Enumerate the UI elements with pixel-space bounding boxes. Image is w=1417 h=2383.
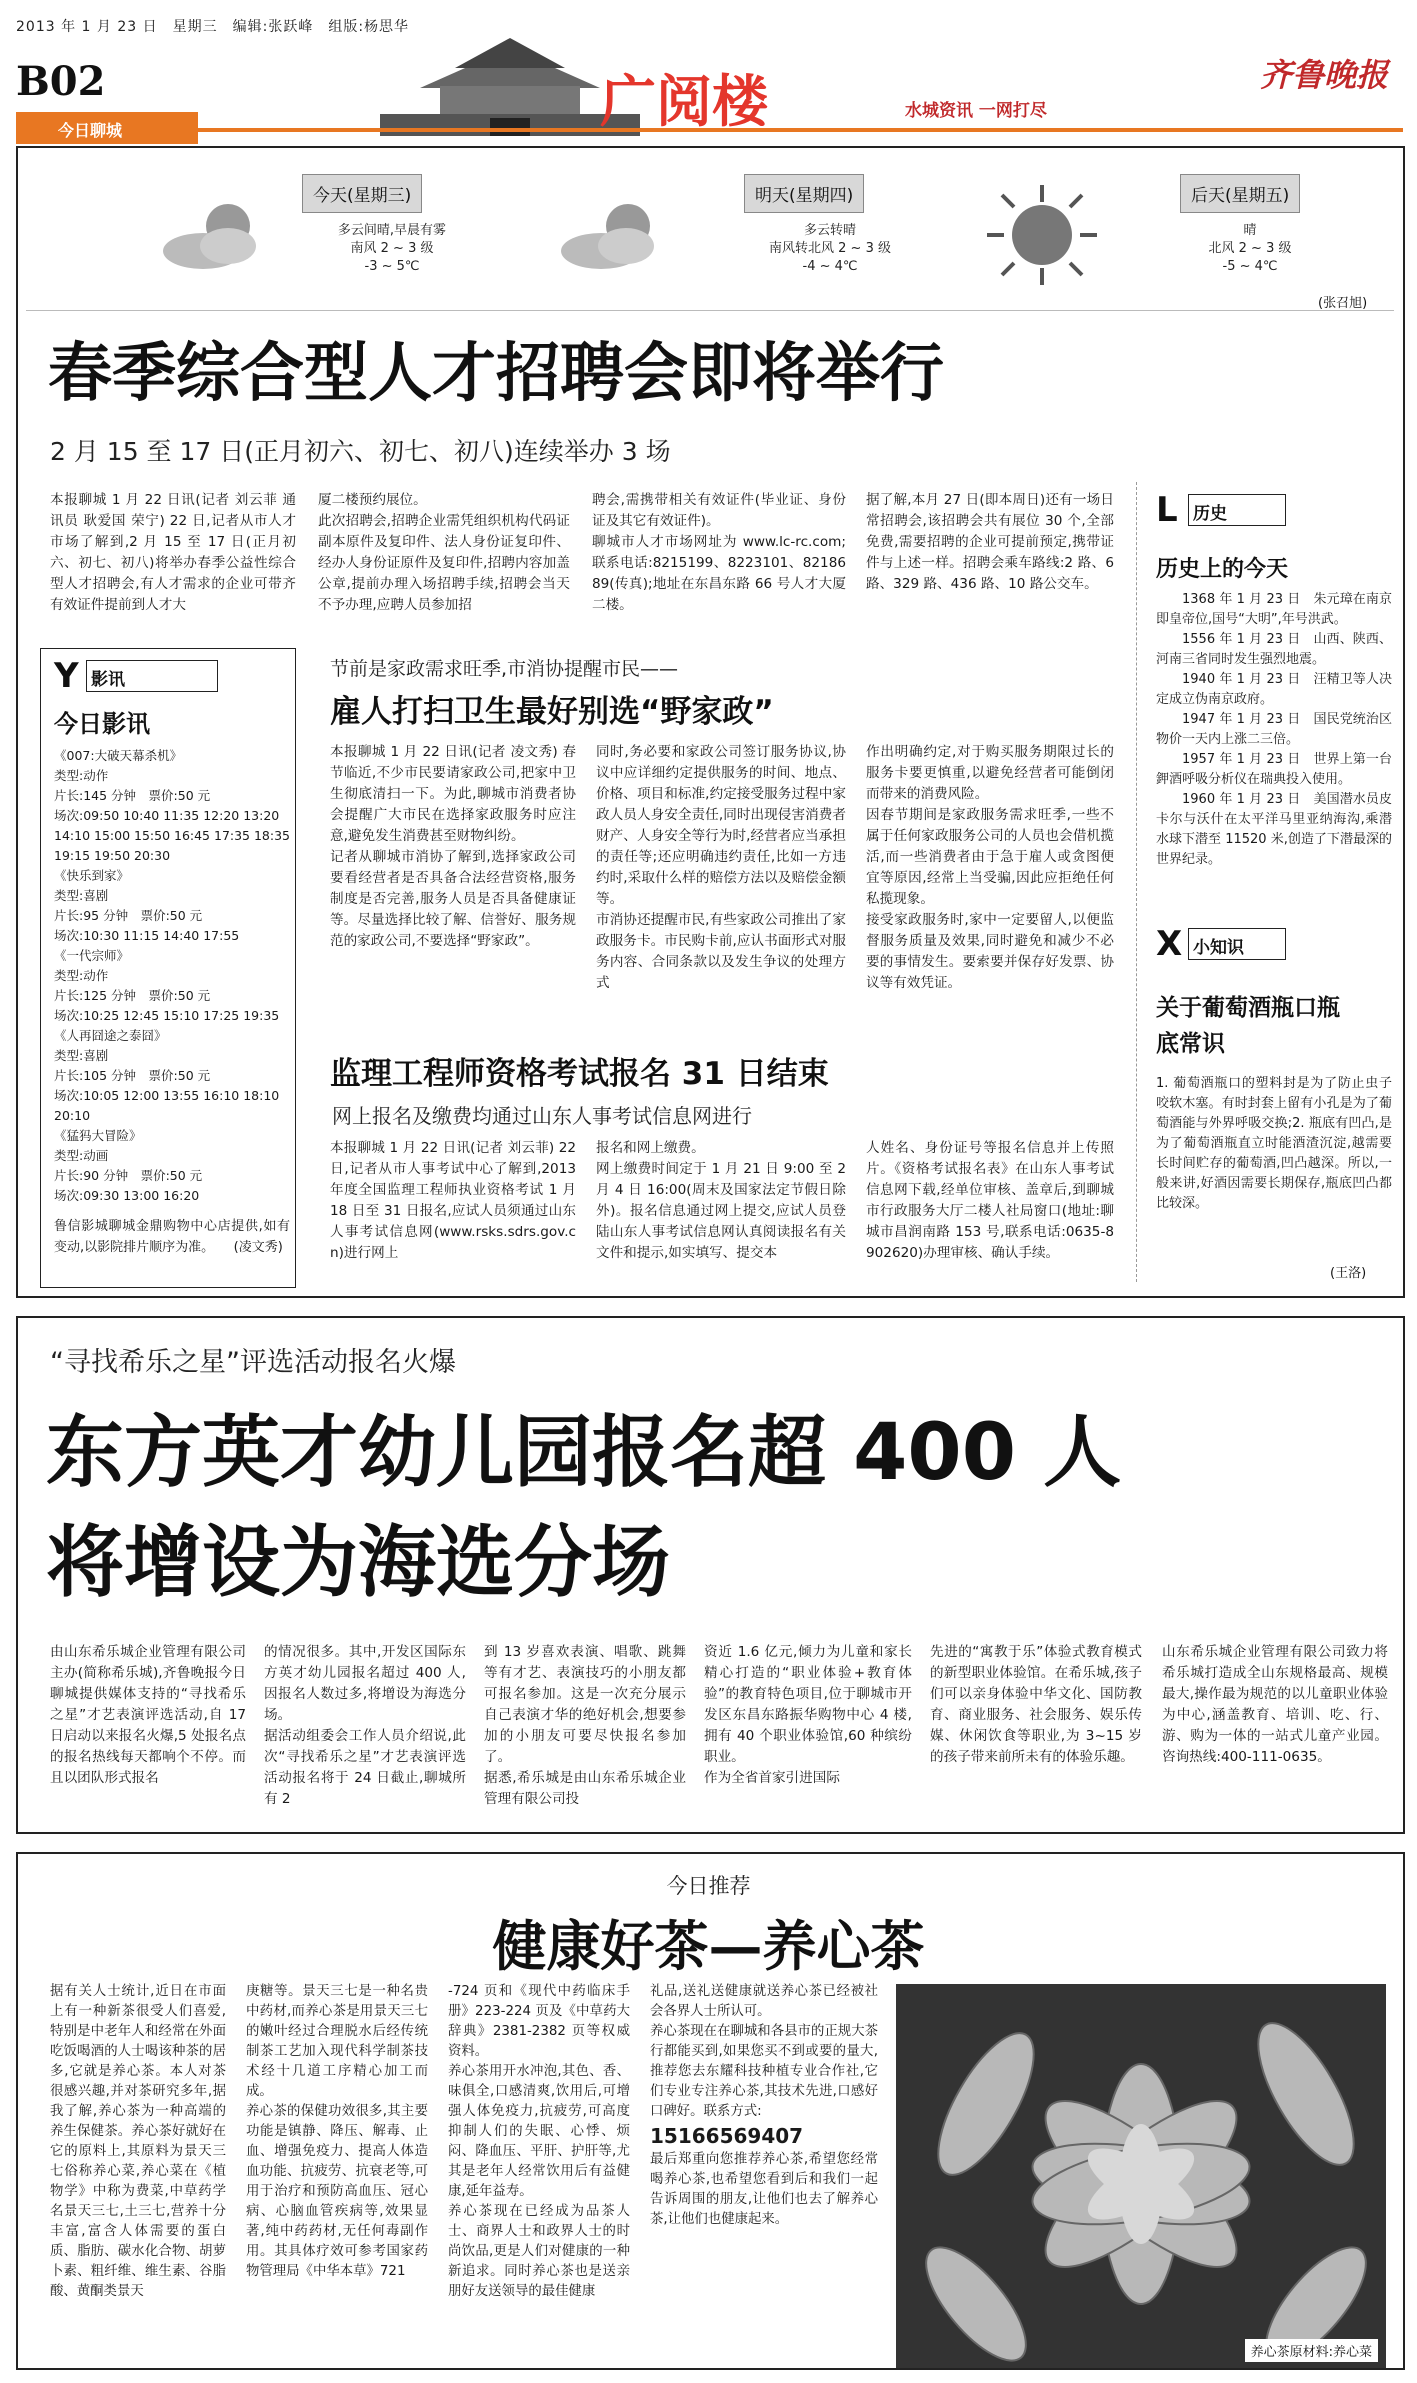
- film-line: 片长:90 分钟 票价:50 元: [54, 1168, 203, 1183]
- film-line: 片长:125 分钟 票价:50 元: [54, 988, 211, 1003]
- issue-meta: 2013 年 1 月 23 日 星期三 编辑:张跃峰 组版:杨思华: [16, 19, 410, 35]
- film-line: 片长:105 分钟 票价:50 元: [54, 1068, 211, 1083]
- film-line: 《猛犸大冒险》: [54, 1128, 142, 1143]
- engineer-headline: 监理工程师资格考试报名 31 日结束: [330, 1056, 829, 1092]
- plant-leaves-illustration: [896, 1984, 1386, 2368]
- film-line: 片长:95 分钟 票价:50 元: [54, 908, 203, 923]
- tea-col-3: -724 页和《现代中药临床手册》223-224 页及《中草药大辞典》2381-2382 页等权威资料。 养心茶用开水冲泡,其色、香、味俱全,口感清爽,饮用后,可增强人体免疫力,抗疲劳,可高度抑制人们的失眠、心悸、烦闷、降血压、平肝、护肝等,尤其是老年人经常饮用后有益健康,延年益寿。 养心茶现在已经成为品茶人士、商界人士和政界人士的时尚饮品,更是人们对健康的一种新追求。同时养心茶也是送亲朋好友送领导的最佳健康: [448, 1984, 630, 2299]
- history-section-head: L 历史: [1156, 490, 1286, 530]
- film-line: 片长:145 分钟 票价:50 元: [54, 788, 211, 803]
- kids-headline-1: 东方英才幼儿园报名超 400 人: [46, 1408, 1122, 1498]
- kids-col-1: 由山东希乐城企业管理有限公司主办(简称希乐城),齐鲁晚报今日聊城提供媒体支持的“寻找希乐之星”才艺表演评选活动,自 17 日启动以来报名火爆,5 处报名点的报名热线每天都响个不停。而且以团队形式报名: [50, 1644, 246, 1786]
- lead-col-2: 厦二楼预约展位。 此次招聘会,招聘企业需凭组织机构代码证副本原件及复印件、法人身份证复印件、经办人身份证原件及复印件,招聘内容加盖公章,提前办理入场招聘手续,招聘会当天不予办理,应聘人员参加招: [318, 492, 570, 613]
- film-line: 类型:动作: [54, 768, 109, 783]
- kids-col-3: 到 13 岁喜欢表演、唱歌、跳舞等有才艺、表演技巧的小朋友都可报名参加。这是一次充分展示自己表演才华的绝好机会,想要参加的小朋友可要尽快报名参加了。 据悉,希乐城是由山东希乐城企业管理有限公司投: [484, 1644, 686, 1807]
- lead-col-3: 聘会,需携带相关有效证件(毕业证、身份证及其它有效证件)。 聊城市人才市场网址为 www.lc-rc.com;联系电话:8215199、8223101、8218689(传真);地址在东昌东路 66 号人才大厦二楼。: [592, 492, 846, 613]
- history-item: 1556 年 1 月 23 日 山西、陕西、河南三省同时发生强烈地震。: [1156, 632, 1392, 667]
- housekeeping-col-1: 本报聊城 1 月 22 日讯(记者 凌文秀) 春节临近,不少市民要请家政公司,把家中卫生彻底清扫一下。为此,聊城市消费者协会提醒广大市民在选择家政服务时应注意,避免发生消费甚至财物纠纷。 记者从聊城市消协了解到,选择家政公司要看经营者是否具备合法经营资格,服务制度是否完善,服务人员是否具备健康证等。尽量选择比较了解、信誉好、服务规范的家政公司,不要选择“野家政”。: [330, 744, 576, 949]
- film-line: 《一代宗师》: [54, 948, 130, 963]
- weather-credit: (张召旭): [1318, 296, 1368, 311]
- film-line: 场次:10:25 12:45 15:10 17:25 19:35: [54, 1008, 280, 1023]
- photo-caption: 养心茶原材料:养心菜: [1245, 2339, 1378, 2362]
- engineer-col-3: 人姓名、身份证号等报名信息并上传照片。《资格考试报名表》在山东人事考试信息网下载,经单位审核、盖章后,到聊城市行政服务大厅二楼人社局窗口(地址:聊城市昌润南路 153 号,联系电话:0635-8902620)办理审核、确认手续。: [866, 1140, 1114, 1261]
- lead-subhead: 2 月 15 至 17 日(正月初六、初七、初八)连续举办 3 场: [50, 437, 671, 466]
- weather-day-today: 今天(星期三): [302, 174, 422, 213]
- header-rule: [198, 128, 1403, 132]
- weather-today-text: 多云间晴,早晨有雾 南风 2 ~ 3 级 -3 ~ 5℃: [337, 223, 447, 274]
- film-line: 场次:09:30 13:00 16:20: [54, 1188, 200, 1203]
- engineer-subhead: 网上报名及缴费均通过山东人事考试信息网进行: [332, 1104, 752, 1128]
- film-note: 鲁信影城聊城金鼎购物中心店提供,如有变动,以影院排片顺序为准。 (凌文秀): [54, 1219, 290, 1255]
- tip-section-head: X 小知识: [1156, 924, 1286, 964]
- weather-day-tomorrow: 明天(星期四): [744, 174, 864, 213]
- tea-col-2: 庚糖等。景天三七是一种名贵中药材,而养心茶是用景天三七的嫩叶经过合理脱水后经传统制茶工艺加入现代科学制茶技术经十几道工序精心加工而成。 养心茶的保健功效很多,其主要功能是镇静、降压、解毒、止血、增强免疫力、提高人体造血功能、抗疲劳、抗衰老等,可用于治疗和预防高血压、冠心病、心脑血管疾病等,效果显著,纯中药药材,无任何毒副作用。其具体疗效可参考国家药物管理局《中华本草》721: [246, 1984, 428, 2279]
- history-list: [1156, 590, 1392, 910]
- history-item: 1947 年 1 月 23 日 国民党统治区物价一天内上涨二三倍。: [1156, 712, 1392, 747]
- film-line: 《人再囧途之泰囧》: [54, 1028, 167, 1043]
- weather-after-text: 晴 北风 2 ~ 3 级 -5 ~ 4℃: [1208, 223, 1292, 274]
- slogan: 水城资讯 一网打尽: [905, 101, 1047, 121]
- weather-tomorrow-text: 多云转晴 南风转北风 2 ~ 3 级 -4 ~ 4℃: [769, 223, 891, 274]
- film-line: 类型:喜剧: [54, 1048, 109, 1063]
- film-line: 场次:10:05 12:00 13:55 16:10 18:10: [54, 1088, 280, 1103]
- tea-col-1: 据有关人士统计,近日在市面上有一种新茶很受人们喜爱,特别是中老年人和经常在外面吃饭喝酒的人士喝该种茶的居多,它就是养心茶。本人对茶很感兴趣,并对茶研究多年,据我了解,养心茶为一种高端的养生保健茶。养心茶好就好在它的原料上,其原料为景天三七俗称养心菜,养心菜在《植物学》中称为费菜,中草药学名景天三七,土三七,营养十分丰富,富含人体需要的蛋白质、脂肪、碳水化合物、胡萝卜素、粗纤维、维生素、谷脂酸、黄酮类景天: [50, 1984, 226, 2299]
- tea-plant-photo: [896, 1984, 1386, 2368]
- kids-col-5: 先进的“寓教于乐”体验式教育模式的新型职业体验馆。在希乐城,孩子们可以亲身体验中华文化、国防教育、商业服务、社会服务、娱乐传媒、休闲饮食等职业,为 3~15 岁的孩子带来前所未有的体验乐趣。: [930, 1644, 1142, 1765]
- film-line: 场次:09:50 10:40 11:35 12:20 13:20: [54, 808, 280, 823]
- engineer-col-1: 本报聊城 1 月 22 日讯(记者 刘云菲) 22 日,记者从市人事考试中心了解到,2013 年度全国监理工程师执业资格考试 1 月 18 日至 31 日报名,应试人员须通过山东人事考试信息网(www.rsks.sdrs.gov.cn)进行网上: [330, 1140, 576, 1261]
- housekeeping-col-3: 作出明确约定,对于购买服务期限过长的服务卡要更慎重,以避免经营者可能倒闭而带来的消费风险。 因春节期间是家政服务需求旺季,一些不属于任何家政服务公司的人员也会借机揽活,而一些消费者由于急于雇人或贪图便宜等原因,经常上当受骗,因此应拒绝任何私揽现象。 接受家政服务时,家中一定要留人,以便监督服务质量及效果,同时避免和减少不必要的事情发生。要索要并保存好发票、协议等有效凭证。: [866, 744, 1114, 991]
- engineer-col-2: 报名和网上缴费。 网上缴费时间定于 1 月 21 日 9:00 至 2 月 4 日 16:00(周末及国家法定节假日除外)。报名信息通过网上提交,应试人员登陆山东人事考试信息网认真阅读报名有关文件和提示,如实填写、提交本: [596, 1140, 846, 1261]
- film-line: 《快乐到家》: [54, 868, 130, 883]
- paper-logo: 齐鲁晚报: [1260, 56, 1389, 94]
- page-title: 广阅楼: [600, 69, 768, 135]
- film-line: 类型:动画: [54, 1148, 109, 1163]
- tip-title: 关于葡萄酒瓶口瓶底常识: [1156, 995, 1340, 1057]
- history-title: 历史上的今天: [1156, 557, 1289, 582]
- sun-icon: [982, 180, 1102, 290]
- film-line: 20:10: [54, 1108, 91, 1123]
- tea-kicker: 今日推荐: [666, 1874, 751, 1898]
- history-item: 1960 年 1 月 23 日 美国潜水员皮卡尔与沃什在太平洋马里亚纳海沟,乘潜水球下潜至 11520 米,创造了下潜最深的世界纪录。: [1156, 792, 1392, 867]
- film-line: 场次:10:30 11:15 14:40 17:55: [54, 928, 240, 943]
- column-divider: [1136, 482, 1137, 1282]
- history-item: 1940 年 1 月 23 日 汪精卫等人决定成立伪南京政府。: [1156, 672, 1392, 707]
- tea-headline: 健康好茶—养心茶: [492, 1914, 925, 1978]
- section-tab: 今日聊城: [16, 112, 198, 144]
- film-line: 类型:喜剧: [54, 888, 109, 903]
- cloudy-sun-icon: [158, 196, 278, 276]
- housekeeping-kicker: 节前是家政需求旺季,市消协提醒市民——: [330, 658, 679, 680]
- film-line: 14:10 15:00 15:50 16:45 17:35 18:35: [54, 828, 290, 843]
- tip-credit: (王洛): [1330, 1266, 1367, 1281]
- tea-col-4: 礼品,送礼送健康就送养心茶已经被社会各界人士所认可。 养心茶现在在聊城和各县市的正规大茶行都能买到,如果您买不到或要的量大,推荐您去东耀科技种植专业合作社,它们专业专注养心茶,其技术先进,口感好口碑好。联系方式: 15166569407 最后郑重向您推荐养心茶,希望您经常喝养心茶,也希望您看到后和我们一起告诉周围的朋友,让他们也去了解养心茶,让他们也健康起来。: [650, 1984, 878, 2227]
- kids-headline-2: 将增设为海选分场: [46, 1518, 671, 1608]
- cloudy-sun-icon: [556, 196, 676, 276]
- kids-col-2: 的情况很多。其中,开发区国际东方英才幼儿园报名超过 400 人,因报名人数过多,将增设为海选分场。 据活动组委会工作人员介绍说,此次“寻找希乐之星”才艺表演评选活动报名将于 24 日截止,聊城所有 2: [264, 1644, 466, 1807]
- housekeeping-col-2: 同时,务必要和家政公司签订服务协议,协议中应详细约定提供服务的时间、地点、价格、项目和标准,约定接受服务过程中家政人员人身安全责任,同时出现侵害消费者财产、人身安全等行为时,经营者应当承担的责任等;还应明确违约责任,比如一方违约时,采取什么样的赔偿方法以及赔偿金额等。 市消协还提醒市民,有些家政公司推出了家政服务卡。市民购卡前,应认书面形式对服务内容、合同条款以及发生争议的处理方式: [596, 744, 846, 991]
- lead-headline: 春季综合型人才招聘会即将举行: [48, 337, 944, 411]
- kids-kicker: “寻找希乐之星”评选活动报名火爆: [50, 1347, 456, 1378]
- kids-col-4: 资近 1.6 亿元,倾力为儿童和家长精心打造的“职业体验+教育体验”的教育特色项目,位于聊城市开发区东昌东路振华购物中心 4 楼,拥有 40 个职业体验馆,60 种缤纷职业。 作为全省首家引进国际: [704, 1644, 912, 1786]
- lead-col-4: 据了解,本月 27 日(即本周日)还有一场日常招聘会,该招聘会共有展位 30 个,全部免费,需要招聘的企业可提前预定,携带证件与上述一样。招聘会乘车路线:2 路、6 路、329 路、436 路、10 路公交车。: [866, 492, 1114, 592]
- history-item: 1368 年 1 月 23 日 朱元璋在南京即皇帝位,国号“大明”,年号洪武。: [1156, 592, 1392, 627]
- film-listing: [54, 746, 290, 1212]
- film-line: 《007:大破天幕杀机》: [54, 748, 183, 763]
- film-section-head: Y 影讯: [54, 656, 218, 696]
- page-number: B02: [16, 58, 106, 105]
- divider: [26, 310, 1394, 311]
- film-line: 类型:动作: [54, 968, 109, 983]
- kids-col-6: 山东希乐城企业管理有限公司致力将希乐城打造成全山东规格最高、规模最大,操作最为规范的以儿童职业体验为中心,涵盖教育、培训、吃、行、游、购为一体的一站式儿童产业园。咨询热线:400-111-0635。: [1162, 1644, 1388, 1765]
- tea-phone: 15166569407: [650, 2124, 804, 2148]
- film-line: 19:15 19:50 20:30: [54, 848, 171, 863]
- history-item: 1957 年 1 月 23 日 世界上第一台鉀酒呼吸分析仪在瑞典投入使用。: [1156, 752, 1392, 787]
- weather-day-after: 后天(星期五): [1180, 174, 1300, 213]
- lead-col-1: 本报聊城 1 月 22 日讯(记者 刘云菲 通讯员 耿爱国 荣宁) 22 日,记者从市人才市场了解到,2 月 15 至 17 日(正月初六、初七、初八)将举办春季公益性综合型人才招聘会,有人才需求的企业可带齐有效证件提前到人才大: [50, 492, 296, 613]
- housekeeping-headline: 雇人打扫卫生最好别选“野家政”: [330, 694, 774, 730]
- tip-text: 1. 葡萄酒瓶口的塑料封是为了防止虫子咬软木塞。有时封套上留有小孔是为了葡萄酒能与外界呼吸交换;2. 瓶底有凹凸,是为了葡萄酒瓶直立时能酒渣沉淀,越需要长时间贮存的葡萄酒,凹凸越深。所以,一般来讲,好酒因需要长期保存,瓶底凹凸都比较深。: [1156, 1076, 1392, 1211]
- film-title: 今日影讯: [54, 710, 150, 738]
